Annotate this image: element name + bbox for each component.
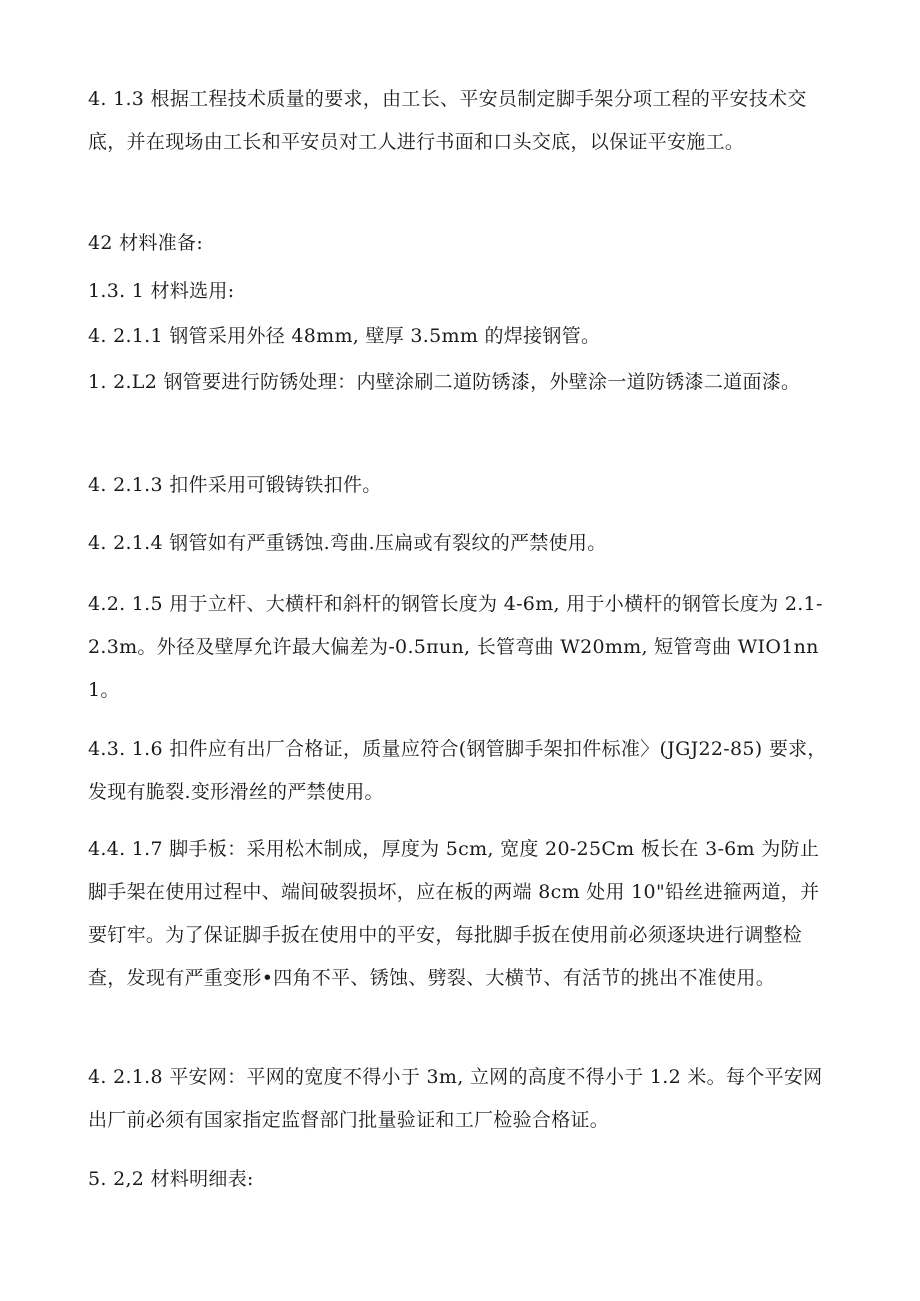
section-heading-material-list: 5. 2,2 材料明细表: [88,1168,254,1190]
section-heading-material-prep: 42 材料准备: [88,232,204,254]
paragraph-4-1-3: 4. 1.3 根据工程技术质量的要求，由工长、平安员制定脚手架分项工程的平安技术交底，并在现场由工长和平安员对工人进行书面和口头交底，以保证平安施工。 [88,88,807,153]
paragraph-4-2-1-8: 4. 2.1.8 平安网：平网的宽度不得小于 3m, 立网的高度不得小于 1.2 米。每个平安网出厂前必须有国家指定监督部门批量验证和工厂检验合格证。 [88,1066,823,1131]
paragraph-4-2-1-5: 4.2. 1.5 用于立杆、大横杆和斜杆的钢管长度为 4-6m, 用于小横杆的钢管长度为 2.1-2.3m。外径及壁厚允许最大偏差为-0.5πun, 长管弯曲 W20mm, 短管弯曲 WIO1nn1。 [88,593,823,701]
paragraph-4-2-1-4: 4. 2.1.4 钢管如有严重锈蚀.弯曲.压扁或有裂纹的严禁使用。 [88,532,607,554]
paragraph-4-2-1-3: 4. 2.1.3 扣件采用可锻铸铁扣件。 [88,474,382,496]
paragraph-4-4-1-7: 4.4. 1.7 脚手板：采用松木制成，厚度为 5cm, 宽度 20-25Cm 板长在 3-6m 为防止脚手架在使用过程中、端间破裂损坏，应在板的两端 8cm 处用 10"铅丝进箍两道，并要钉牢。为了保证脚手扳在使用中的平安，每批脚手扳在使用前必须逐块进行调整检查，发现有严重变形•四角不平、锈蚀、劈裂、大横节、有活节的挑出不准使用。 [88,838,820,989]
paragraph-4-2-1-1: 4. 2.1.1 钢管采用外径 48mm, 壁厚 3.5mm 的焊接钢管。 [88,325,601,347]
subsection-heading-material-selection: 1.3. 1 材料选用: [88,280,235,302]
paragraph-1-2-l2: 1. 2.L2 钢管要进行防锈处理：内壁涂刷二道防锈漆，外壁涂一道防锈漆二道面漆。 [88,371,801,393]
paragraph-4-3-1-6: 4.3. 1.6 扣件应有出厂合格证，质量应符合(钢管脚手架扣件标准〉(JGJ22-85) 要求，发现有脆裂.变形滑丝的严禁使用。 [88,738,827,803]
